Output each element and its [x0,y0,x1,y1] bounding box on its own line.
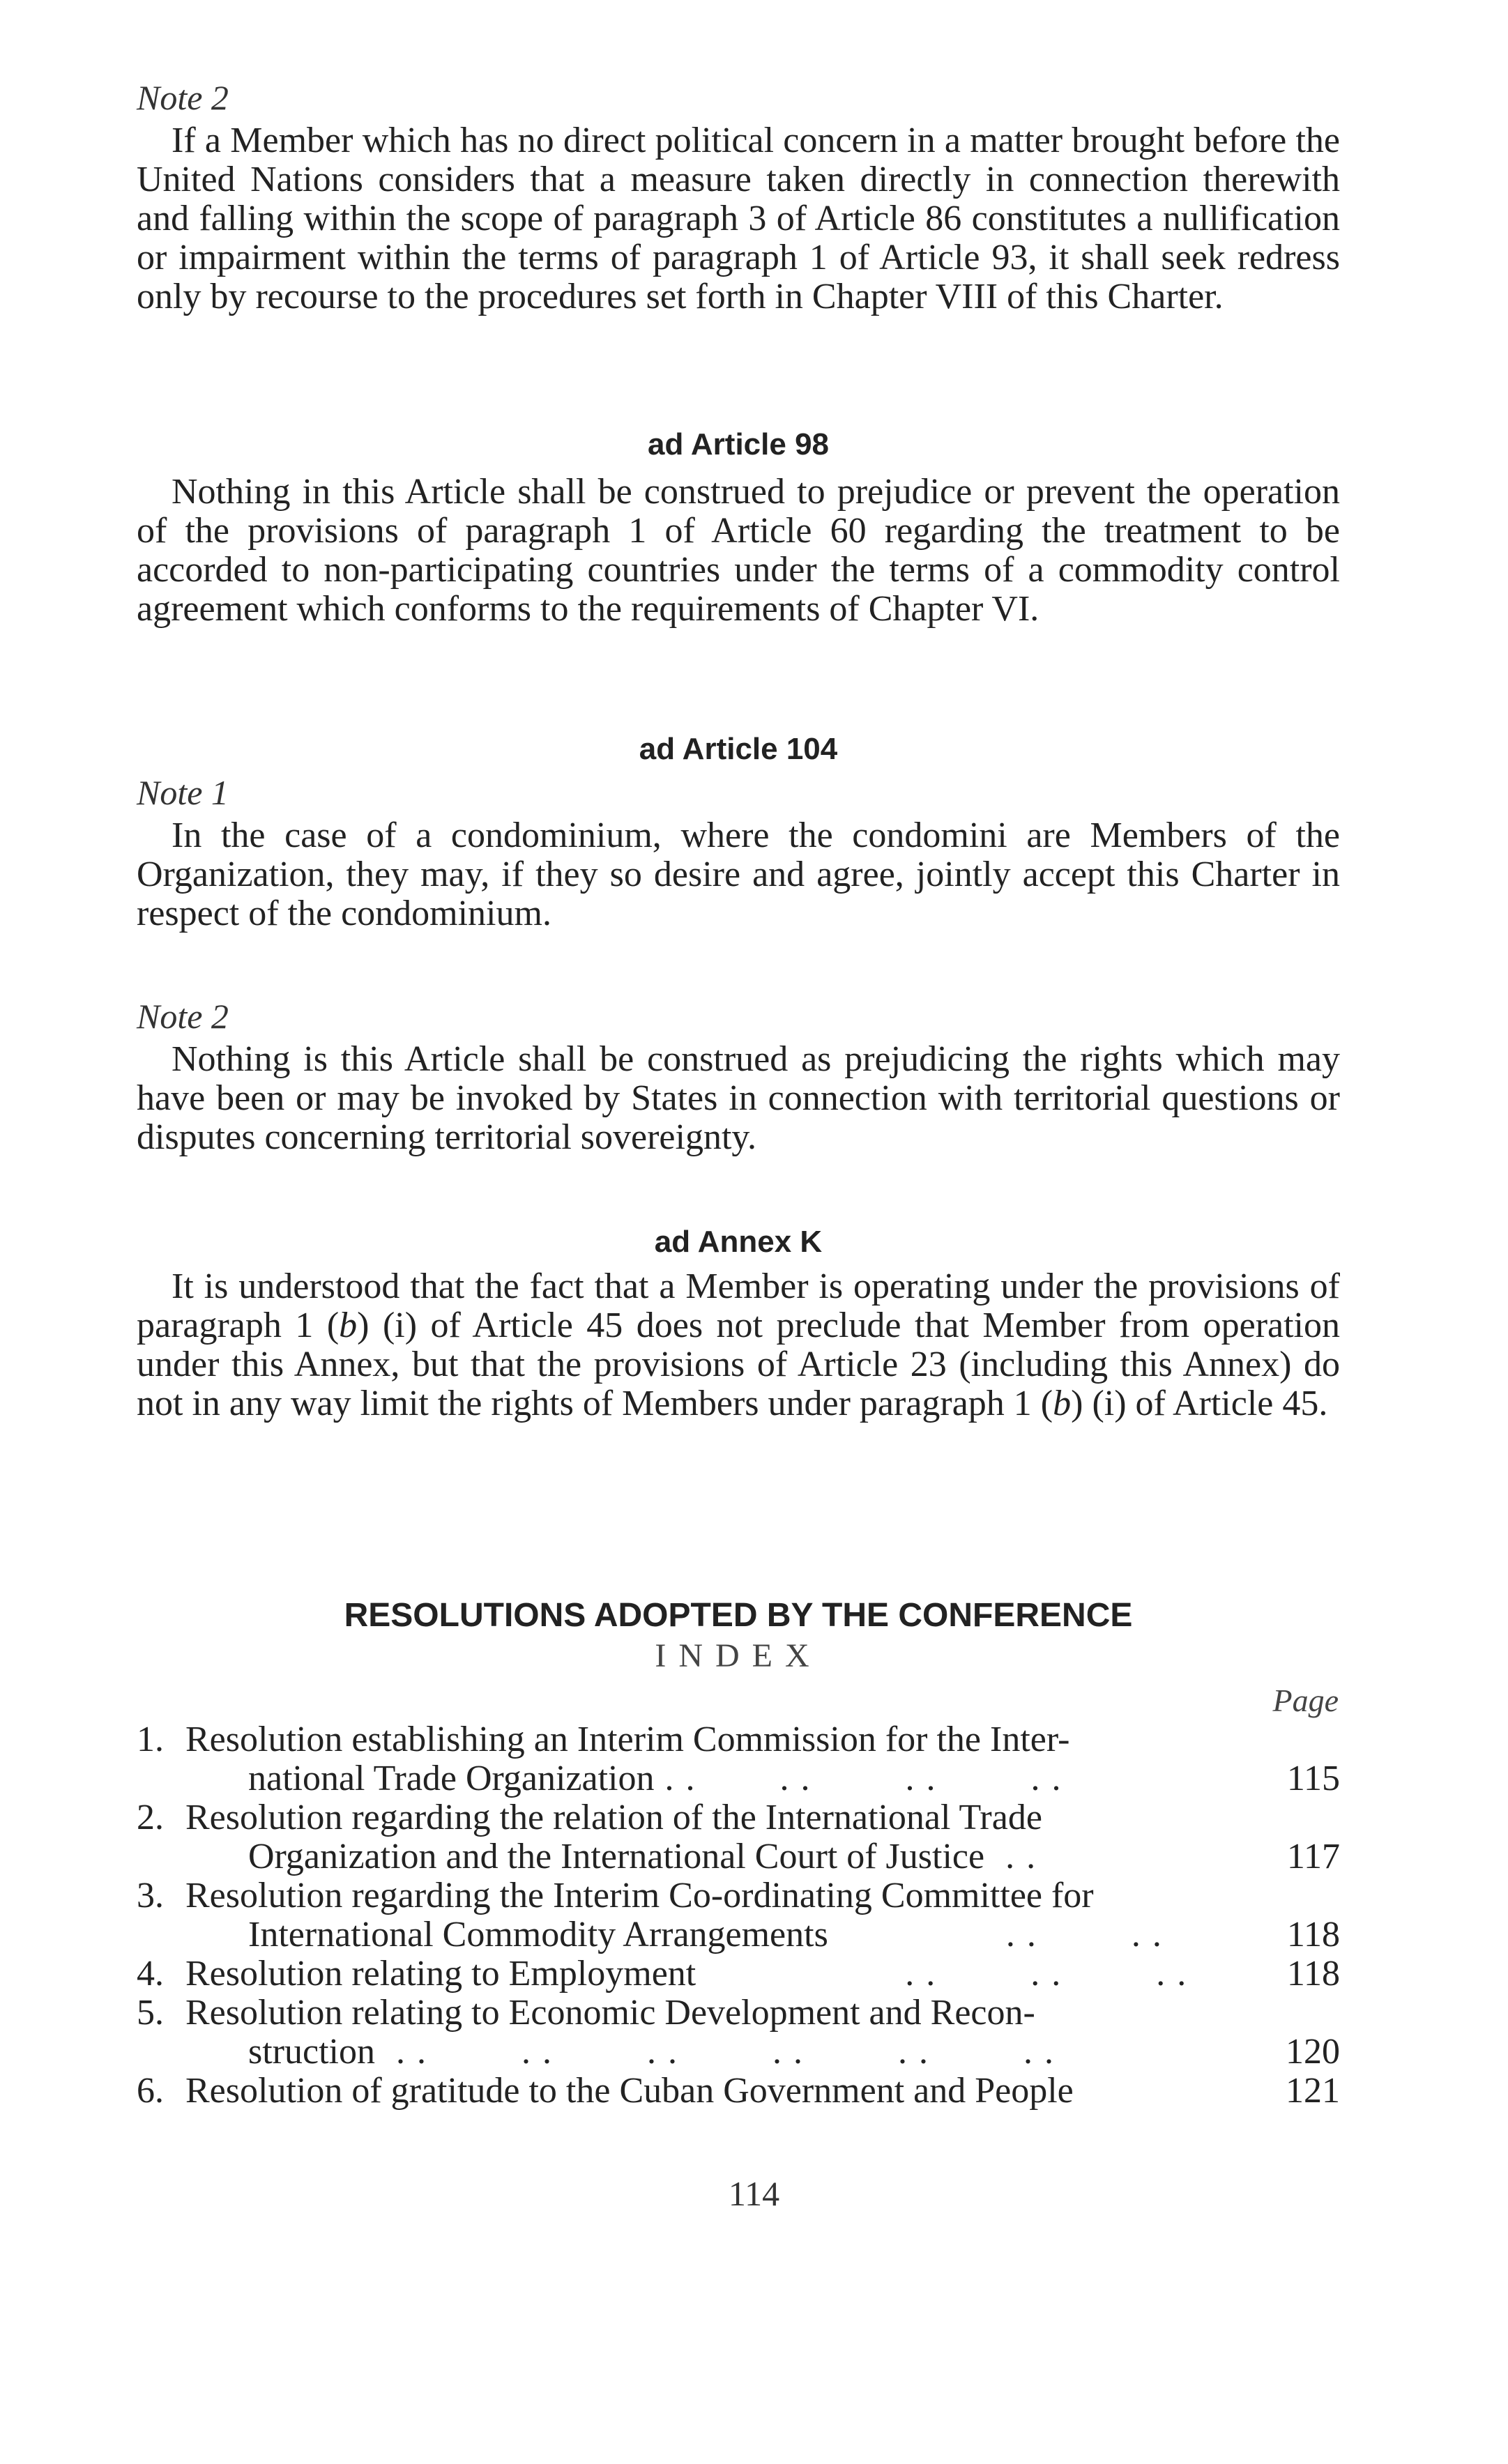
resolutions-title: RESOLUTIONS ADOPTED BY THE CONFERENCE [344,1597,1133,1634]
index-item-number: 2. [137,1798,164,1837]
index-item [137,1720,1340,1798]
article98-section [137,425,1340,629]
index-item [137,1798,1340,1876]
section-heading: ad Article 98 [647,427,830,461]
paragraph: Nothing in this Article shall be construed to prejudice or prevent the operation of the provisions of paragraph 1 of Article 60 regarding the treatment to be accorded to non-participating countries under the terms of a commodity control agreement which conforms to the requirements of Chapter VI. [137,472,1340,629]
index-item-title: Resolution relating to Economic Development and Recon- [185,1993,1035,2033]
index-item-page: 118 [1286,1954,1340,1994]
index-item-page: 117 [1286,1837,1340,1876]
annexK-section [137,1223,1340,1423]
index-item-page: 115 [1286,1759,1340,1798]
paragraph-text: ) (i) of Article 45 does not preclude that Member from operation under this Annex, but that the provisions of Article 23 (including this Annex) do not in any way limit the rights of Members under paragraph 1 ( [137,1306,1340,1423]
section-heading: ad Article 104 [639,732,838,766]
resolutions-section [137,1595,1340,2111]
index-item-number: 5. [137,1993,164,2033]
index-item-number: 4. [137,1954,164,1994]
paragraph-text: It is understood that the fact that a Member is operating under the provisions of paragraph 1 ( [137,1267,1340,1345]
index-item-number: 1. [137,1720,164,1759]
index-item-title: Resolution of gratitude to the Cuban Government and People [185,2071,1074,2111]
index-item-number: 3. [137,1876,164,1915]
dot-leader: . . [984,1837,1037,1876]
paragraph: Nothing is this Article shall be construed as prejudicing the rights which may have been or may be invoked by States in connection with territorial questions or disputes concerning territorial sovereignty. [137,1039,1340,1157]
note-label: Note 1 [137,773,229,812]
index-item-title: Resolution regarding the Interim Co-ordinating Committee for [185,1876,1094,1915]
index-item-title-text: Resolution relating to Employment [185,1954,696,1994]
index-item-title-continued [185,2033,1242,2072]
index-title: INDEX [655,1637,822,1674]
page-column-header: Page [1272,1683,1339,1718]
index-item-title: Resolution regarding the relation of the International Trade [185,1798,1042,1837]
index-item [137,1994,1340,2072]
paragraph-text: ) (i) of Article 45. [1071,1384,1328,1423]
note-label: Note 2 [137,78,229,117]
dot-leader: . . . . . . . . . . . . [374,2032,1055,2072]
dot-leader: . . . . [828,1915,1163,1954]
index-item [137,1876,1340,1954]
article104-note2-section [137,997,1340,1157]
page-number: 114 [728,2174,780,2213]
index-item-title-continued [185,1837,1242,1876]
dot-leader: . . . . . . . . [654,1759,1063,1798]
dot-leader: . . . . . . [696,1954,1188,1994]
paragraph: In the case of a condominium, where the condomini are Members of the Organization, they may, if they so desire and agree, jointly accept this Charter in respect of the condominium. [137,816,1340,933]
index-item-title-continued [185,1759,1242,1798]
index-item-title [185,1954,1242,1994]
index-item-page: 118 [1286,1915,1340,1954]
note2-top-section [137,78,1340,316]
index-item-title-continued-text: International Commodity Arrangements [248,1915,828,1954]
note-label: Note 2 [137,997,229,1036]
index-item [137,1954,1340,1994]
index-list [137,1681,1340,2111]
index-item-page: 121 [1286,2071,1340,2111]
index-item-title-continued-text: struction [248,2032,375,2072]
italic-letter: b [1053,1384,1072,1423]
index-item-title-continued [185,1915,1242,1954]
paragraph [137,1267,1340,1423]
article104-section [137,730,1340,933]
index-item [137,2072,1340,2111]
italic-letter: b [339,1306,358,1345]
index-item-number: 6. [137,2071,164,2111]
index-item-page: 120 [1286,2032,1340,2072]
section-heading: ad Annex K [654,1225,823,1259]
index-item-title-continued-text: Organization and the International Court of Justice [248,1837,985,1876]
paragraph: If a Member which has no direct political concern in a matter brought before the United Nations considers that a measure taken directly in connection therewith and falling within the scope of paragraph 3 of Article 86 constitutes a nullification or impairment within the terms of paragraph 1 of Article 93, it shall seek redress only by recourse to the procedures set forth in Chapter VIII of this Charter. [137,121,1340,316]
index-item-title: Resolution establishing an Interim Commission for the Inter- [185,1720,1070,1759]
index-item-title-continued-text: national Trade Organization [248,1759,655,1798]
